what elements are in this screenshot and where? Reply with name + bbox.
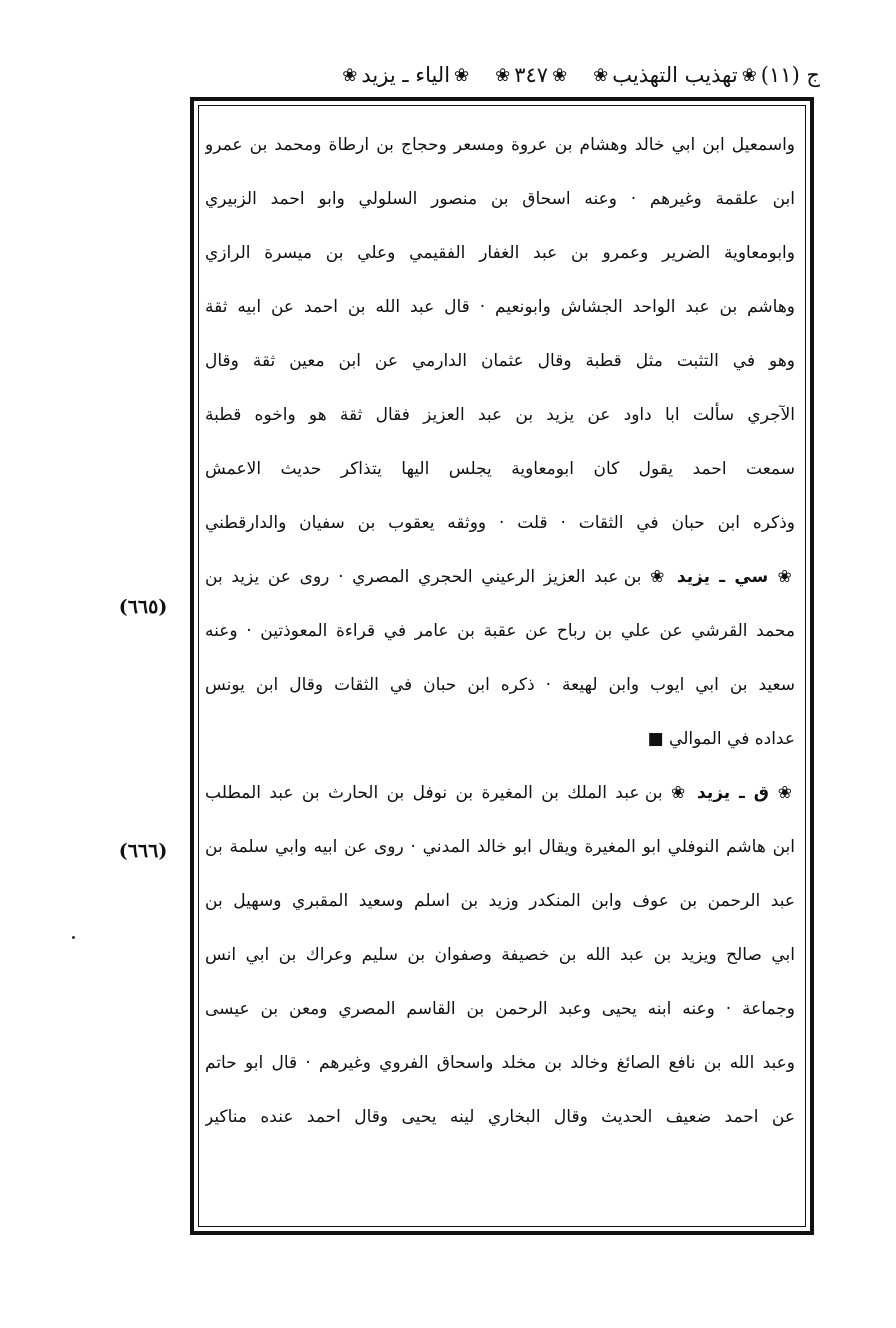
ornament-icon: ❀: [342, 64, 358, 86]
entry-665-first-line: [205, 550, 795, 604]
text-line: وهاشم بن عبد الواحد الجشاش وابونعيم · قال عبد الله بن احمد عن ابيه ثقة: [205, 297, 795, 317]
entry-665-text: بن عبد العزيز الرعيني الحجري المصري · روى عن يزيد بن: [205, 567, 642, 587]
ornament-icon: ❀: [495, 64, 511, 86]
text-line: وهو في التثبت مثل قطبة وقال عثمان الدارمي عن ابن معين ثقة وقال: [205, 351, 795, 371]
text-line: الآجري سألت ابا داود عن يزيد بن عبد العزيز فقال ثقة هو واخوه قطبة: [205, 405, 795, 425]
text-line: وجماعة · وعنه ابنه يحيى وعبد الرحمن بن القاسم المصري ومعن بن عيسى: [205, 999, 795, 1019]
page-frame: [190, 97, 814, 1235]
text-line: واسمعيل ابن ابي خالد وهشام بن عروة ومسعر وحجاج بن ارطاة ومحمد بن عمرو: [205, 135, 795, 155]
text-line: سمعت احمد يقول كان ابومعاوية يجلس اليها يتذاكر حديث الاعمش: [205, 459, 795, 479]
entry-number-666: (٦٦٦): [118, 840, 168, 862]
volume-label: ج (١١): [760, 63, 820, 87]
text-line: ابي صالح ويزيد بن عبد الله بن خصيفة وصفوان بن سليم وعراك بن ابي انس: [205, 945, 795, 965]
text-line: ابن هاشم النوفلي ابو المغيرة ويقال ابو خالد المدني · روى عن ابيه وابي سلمة بن: [205, 837, 795, 857]
text-body: [205, 118, 795, 1144]
book-title: تهذيب التهذيب: [612, 63, 738, 87]
text-line: ابن علقمة وغيرهم · وعنه اسحاق بن منصور السلولي وابو احمد الزبيري: [205, 189, 795, 209]
text-line: وابومعاوية الضرير وعمرو بن عبد الغفار الفقيمي وعلي بن ميسرة الرازي: [205, 243, 795, 263]
ornament-icon: ❀: [741, 64, 757, 86]
text-line: عن احمد ضعيف الحديث وقال البخاري لينه يحيى وقال احمد عنده مناكير: [205, 1107, 795, 1127]
entry-666-first-line: [205, 766, 795, 820]
page-frame-inner: [198, 105, 806, 1227]
text-line: محمد القرشي عن علي بن رباح عن عقبة بن عامر في قراءة المعوذتين · وعنه: [205, 621, 795, 641]
entry-666-text: بن عبد الملك بن المغيرة بن نوفل بن الحارث بن عبد المطلب: [205, 783, 663, 803]
ornament-icon: ❀: [552, 64, 568, 86]
entry-665-head: ❀ سي ـ يزيد ❀: [650, 567, 795, 587]
entry-number-665: (٦٦٥): [118, 596, 168, 618]
text-line: عداده في الموالي ■: [647, 729, 795, 749]
text-line: وعبد الله بن نافع الصائغ وخالد بن مخلد واسحاق الفروي وغيرهم · قال ابو حاتم: [205, 1053, 795, 1073]
ornament-icon: ❀: [593, 64, 609, 86]
text-line: عبد الرحمن بن عوف وابن المنكدر وزيد بن اسلم وسعيد المقبري وسهيل بن: [205, 891, 795, 911]
section-label: الياء ـ يزيد: [361, 63, 451, 87]
stray-dot: [72, 936, 75, 939]
text-line: وذكره ابن حبان في الثقات · قلت · ووثقه يعقوب بن سفيان والدارقطني: [205, 513, 795, 533]
ornament-icon: ❀: [454, 64, 470, 86]
page-header: [180, 58, 820, 92]
entry-666-head: ❀ ق ـ يزيد ❀: [670, 783, 795, 803]
page-number: ٣٤٧: [514, 63, 549, 87]
text-line: سعيد بن ابي ايوب وابن لهيعة · ذكره ابن حبان في الثقات وقال ابن يونس: [205, 675, 795, 695]
